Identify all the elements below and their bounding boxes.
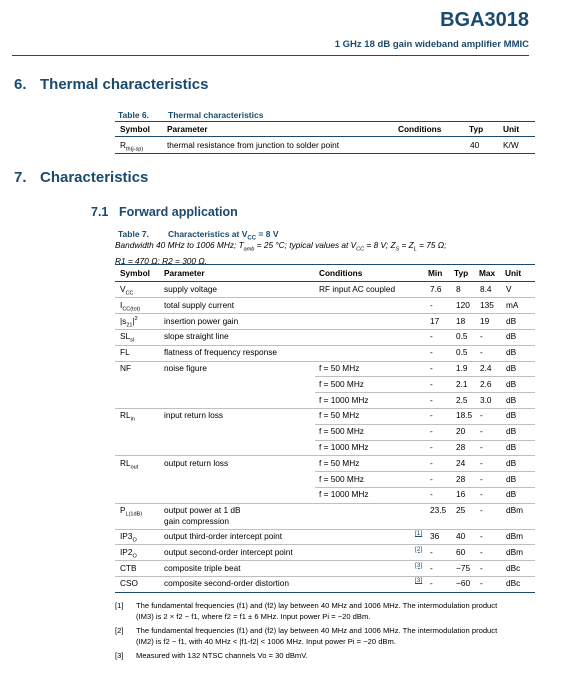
t7-row-6-max: 2.6 (480, 378, 492, 389)
t7-row-6-min: - (430, 378, 433, 389)
t7-row-4-max: - (480, 347, 483, 358)
footnote-number: [1] (115, 601, 124, 611)
t6-header-conditions: Conditions (398, 124, 442, 134)
subsection-title: Forward application (119, 205, 238, 219)
t7-row-16-parameter: output second-order intercept point (164, 546, 293, 557)
t7-row-17-symbol: CTB (120, 562, 137, 573)
t7-row-15-typ: 40 (456, 531, 466, 541)
t6-header-symbol: Symbol (120, 124, 150, 134)
t7-row-3-symbol: $SL_{sl}$ (120, 331, 135, 345)
section-7-1-heading (91, 205, 238, 219)
t7-row-1-parameter: total supply current (164, 299, 235, 310)
section-7-heading (14, 169, 148, 186)
t7-row-8-parameter: input return loss (164, 410, 224, 421)
t7-row-2-rule (115, 329, 535, 330)
t7-row-4-symbol: FL (120, 347, 130, 358)
t7-row-5-symbol: NF (120, 363, 132, 373)
t7-row-3-unit: dB (506, 331, 517, 342)
t7-row-16-max: - (480, 546, 483, 557)
t7-row-10-min: - (430, 442, 433, 452)
t7-row-12-subrule (315, 487, 535, 488)
t7-row-0-conditions: RF input AC coupled (319, 284, 396, 294)
t7-row-6-conditions: f = 500 MHz (319, 378, 364, 389)
t7-row-7-min: - (430, 394, 433, 405)
t7-row-5-unit: dB (506, 363, 517, 373)
t7-row-8-typ: 18.5 (456, 410, 473, 421)
t7-row-1-min: - (430, 299, 433, 310)
t7-row-13-rule (115, 503, 535, 504)
t7-row-0-rule (115, 297, 535, 298)
section-6-heading (14, 76, 208, 93)
table-7-top-rule (115, 264, 535, 265)
t7-row-2-parameter: insertion power gain (164, 315, 239, 326)
t7-row-7-typ: 2.5 (456, 394, 468, 405)
t7-row-15-max: - (480, 531, 483, 541)
t7-row-0-typ: 8 (456, 284, 461, 294)
document-title: BGA3018 (440, 9, 529, 31)
t7-row-11-unit: dB (506, 457, 517, 468)
t7-row-3-max: - (480, 331, 483, 342)
table-7-bottom-rule (115, 592, 535, 593)
t7-row-5-min: - (430, 363, 433, 373)
t7-row-11-min: - (430, 457, 433, 468)
t7-header-parameter: Parameter (164, 268, 205, 278)
t7-row-17-rule (115, 576, 535, 577)
t7-row-4-unit: dB (506, 347, 517, 358)
t7-header-unit: Unit (505, 268, 522, 278)
t7-row-14-symbol: $P_{L(1dB)}$ (120, 505, 143, 518)
t7-row-6-typ: 2.1 (456, 378, 468, 389)
table-6-top-rule (115, 121, 535, 122)
t7-row-11-symbol: $RL_{out}$ (120, 457, 139, 471)
header-divider (12, 55, 529, 56)
t7-row-10-typ: 28 (456, 442, 466, 452)
t7-row-12-min: - (430, 473, 433, 484)
t7-row-4-parameter: flatness of frequency response (164, 347, 277, 358)
t7-row-14-parameter: output power at 1 dB (164, 505, 241, 516)
t7-row-7-rule (115, 408, 535, 409)
t7-row-14-rule (115, 529, 535, 530)
footnote-text: Measured with 132 NTSC channels Vo = 30 dBmV. (136, 651, 308, 661)
t7-row-15-symbol: $IP3_O$ (120, 531, 137, 544)
table-6-bottom-rule (115, 153, 535, 154)
t7-row-7-max: 3.0 (480, 394, 492, 405)
t7-row-17-footnote-ref: [3] (415, 561, 423, 569)
t7-row-0-min: 7.6 (430, 284, 442, 294)
t6-unit: K/W (503, 140, 519, 150)
t7-row-12-conditions: f = 500 MHz (319, 473, 364, 484)
document-subtitle: 1 GHz 18 dB gain wideband amplifier MMIC (334, 39, 529, 50)
t7-row-1-unit: mA (506, 299, 519, 310)
t7-row-15-rule (115, 544, 535, 545)
t7-row-15-unit: dBm (506, 531, 524, 541)
t6-header-parameter: Parameter (167, 124, 208, 134)
t7-row-4-typ: 0.5 (456, 347, 468, 358)
t7-row-3-rule (115, 345, 535, 346)
t7-row-5-subrule (315, 376, 535, 377)
t7-row-12-unit: dB (506, 473, 517, 484)
t7-row-17-typ: −75 (456, 562, 471, 573)
t7-row-1-symbol: $I_{CC(tot)}$ (120, 299, 141, 313)
t7-row-15-parameter: output third-order intercept point (164, 531, 283, 541)
t7-row-7-conditions: f = 1000 MHz (319, 394, 369, 405)
t7-row-16-typ: 60 (456, 546, 466, 557)
t7-row-13-min: - (430, 489, 433, 500)
t7-row-6-subrule (315, 392, 535, 393)
t7-row-15-min: 36 (430, 531, 440, 541)
section-number: 6. (14, 76, 27, 93)
t7-row-16-rule (115, 560, 535, 561)
t7-row-17-max: - (480, 562, 483, 573)
t7-row-8-symbol: $RL_{in}$ (120, 410, 135, 424)
t7-header-min: Min (428, 268, 443, 278)
t7-row-8-max: - (480, 410, 483, 421)
t7-row-11-max: - (480, 457, 483, 468)
t7-row-10-max: - (480, 442, 483, 452)
t7-row-2-symbol: $|s_{21}|^2$ (120, 315, 138, 329)
t7-row-16-footnote-ref: [2] (415, 545, 423, 553)
t7-row-11-typ: 24 (456, 457, 466, 468)
t6-symbol: $R_{th(j-sp)}$ (120, 140, 144, 153)
t7-row-14-min: 23.5 (430, 505, 447, 516)
t7-row-3-min: - (430, 331, 433, 342)
t7-row-4-min: - (430, 347, 433, 358)
table-7-conditions: Bandwidth 40 MHz to 1006 MHz; $T_{amb} = 25$ °C; typical values at $V_{CC} = 8$ V; $Z_S = Z_L = 75$ Ω; R1 = 470 Ω; R2 = 300 Ω. (115, 240, 447, 266)
t7-row-8-subrule (315, 424, 535, 425)
t7-header-typ: Typ (454, 268, 469, 278)
t7-row-17-min: - (430, 562, 433, 573)
t7-row-10-rule (115, 455, 535, 456)
table-caption-text: Thermal characteristics (168, 110, 264, 120)
t7-row-11-conditions: f = 50 MHz (319, 457, 360, 468)
t7-row-16-symbol: $IP2_O$ (120, 546, 137, 560)
t6-parameter: thermal resistance from junction to solder point (167, 140, 340, 150)
t7-row-3-typ: 0.5 (456, 331, 468, 342)
t7-row-12-max: - (480, 473, 483, 484)
t7-row-9-typ: 20 (456, 426, 466, 437)
t7-row-9-min: - (430, 426, 433, 437)
t7-row-18-footnote-ref: [3] (415, 577, 423, 585)
t7-row-2-max: 19 (480, 315, 490, 326)
t7-row-1-typ: 120 (456, 299, 470, 310)
t7-row-11-subrule (315, 471, 535, 472)
t7-row-0-unit: V (506, 284, 512, 294)
t7-row-10-conditions: f = 1000 MHz (319, 442, 369, 452)
t6-header-unit: Unit (503, 124, 520, 134)
t7-row-1-max: 135 (480, 299, 494, 310)
t6-header-typ: Typ (469, 124, 484, 134)
t7-row-18-typ: −60 (456, 578, 471, 589)
section-number: 7. (14, 169, 27, 186)
t7-row-13-max: - (480, 489, 483, 500)
t7-row-9-subrule (315, 440, 535, 441)
footnote-number: [2] (115, 626, 124, 636)
footnote-number: [3] (115, 651, 124, 661)
t7-row-14-unit: dBm (506, 505, 524, 516)
section-title: Characteristics (40, 169, 149, 186)
t7-row-8-conditions: f = 50 MHz (319, 410, 360, 421)
t7-header-symbol: Symbol (120, 268, 150, 278)
t7-row-8-min: - (430, 410, 433, 421)
t7-header-conditions: Conditions (319, 268, 363, 278)
table-6-caption (118, 110, 263, 120)
footnote-text: The fundamental frequencies (f1) and (f2) lay between 40 MHz and 1006 MHz. The intermodulation product (IM2) is f2 − f1, with 40 MHz < |f1-f2| < 1006 MHz. Input power Pi = −20 dBm. (136, 626, 498, 646)
t7-row-2-unit: dB (506, 315, 517, 326)
section-title: Thermal characteristics (40, 76, 209, 93)
t7-row-16-unit: dBm (506, 546, 524, 557)
t7-row-9-max: - (480, 426, 483, 437)
t7-row-2-min: 17 (430, 315, 440, 326)
t7-row-16-min: - (430, 546, 433, 557)
t7-row-17-parameter: composite triple beat (164, 562, 241, 573)
table-7-caption: Table 7. Characteristics at $V_{CC} = 8$ V (118, 229, 279, 242)
t7-row-13-typ: 16 (456, 489, 466, 500)
table-label: Table 7. (118, 229, 150, 239)
t7-row-13-unit: dB (506, 489, 517, 500)
t7-row-1-rule (115, 313, 535, 314)
t7-row-18-min: - (430, 578, 433, 589)
t7-row-14-typ: 25 (456, 505, 466, 516)
t7-row-14-parameter-line2: gain compression (164, 515, 230, 526)
t7-row-5-parameter: noise figure (164, 363, 207, 373)
t7-row-9-unit: dB (506, 426, 517, 437)
t7-row-0-parameter: supply voltage (164, 284, 218, 294)
t7-row-7-unit: dB (506, 394, 517, 405)
t7-row-8-unit: dB (506, 410, 517, 421)
table-label: Table 6. (118, 110, 150, 120)
t7-row-6-unit: dB (506, 378, 517, 389)
t7-row-5-typ: 1.9 (456, 363, 468, 373)
table-7-header-rule (115, 281, 535, 282)
t7-row-14-max: - (480, 505, 483, 516)
t7-row-0-symbol: $V_{CC}$ (120, 284, 134, 297)
t7-row-18-symbol: CSO (120, 578, 138, 589)
t7-row-17-unit: dBc (506, 562, 521, 573)
subsection-number: 7.1 (91, 205, 109, 219)
t7-row-5-conditions: f = 50 MHz (319, 363, 360, 373)
t7-row-5-max: 2.4 (480, 363, 492, 373)
t7-row-13-conditions: f = 1000 MHz (319, 489, 369, 500)
t7-row-4-rule (115, 361, 535, 362)
t7-row-11-parameter: output return loss (164, 457, 229, 468)
t7-row-18-unit: dBc (506, 578, 521, 589)
table-6-header-rule (115, 136, 535, 137)
t6-typ: 40 (470, 140, 480, 150)
t7-row-3-parameter: slope straight line (164, 331, 229, 342)
t7-row-0-max: 8.4 (480, 284, 492, 294)
t7-row-15-footnote-ref: [1] (415, 530, 423, 537)
t7-row-18-max: - (480, 578, 483, 589)
t7-row-18-parameter: composite second-order distortion (164, 578, 289, 589)
t7-row-12-typ: 28 (456, 473, 466, 484)
footnote-text: The fundamental frequencies (f1) and (f2) lay between 40 MHz and 1006 MHz. The intermodulation product (IM3) is 2 × f2 − f1, where f2 = f1 ± 6 MHz. Input power Pi = −20 dBm. (136, 601, 498, 621)
t7-header-max: Max (479, 268, 496, 278)
t7-row-2-typ: 18 (456, 315, 466, 326)
t7-row-10-unit: dB (506, 442, 517, 452)
t7-row-9-conditions: f = 500 MHz (319, 426, 364, 437)
